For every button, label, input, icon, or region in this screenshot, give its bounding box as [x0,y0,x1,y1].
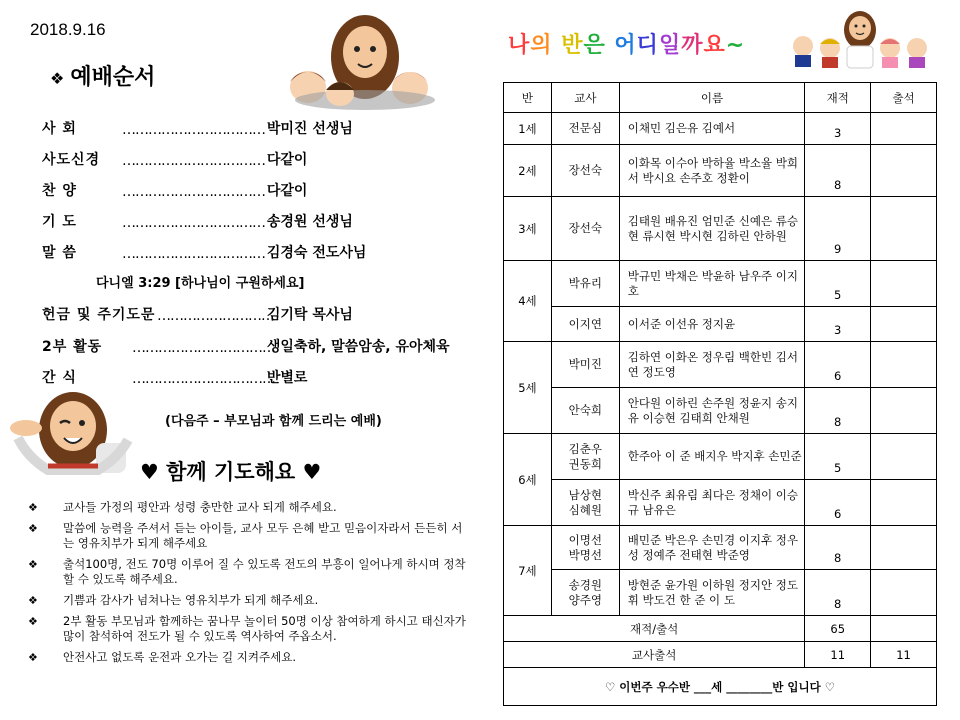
teacher-cell: 장선숙 [551,145,619,197]
prayer-item [28,593,468,608]
order-label: 기 도 [42,214,77,230]
header-names: 이름 [619,83,805,113]
title-letter: ~ [725,33,746,58]
names-cell: 한주아 이 준 배지우 박지후 손민준 [619,434,805,480]
attend-cell [871,261,937,307]
table-row [504,145,937,197]
heart-icon: ♥ [302,460,322,484]
table-row [504,434,937,480]
best-class-text: ♡ 이번주 우수반 ___세 ________반 입니다 ♡ [504,668,937,706]
names-cell: 박신주 최유림 최다은 정채이 이승규 남유은 [619,480,805,526]
order-value: 김기탁 목사님 [266,307,353,323]
order-row [42,180,307,200]
prayer-item [28,650,468,665]
order-value: 김경숙 전도사님 [266,245,367,261]
title-letter: 의 [530,33,553,58]
table-row [504,480,937,526]
order-label: 찬 양 [42,183,77,199]
teacher-attendance-row [504,642,937,668]
order-label: 2부 활동 [42,339,103,355]
header-teacher: 교사 [551,83,619,113]
enrolled-cell: 5 [805,261,871,307]
order-leader-dots: ……………………… [157,308,274,324]
order-row [42,118,353,138]
table-header-row [504,83,937,113]
teacher-cell: 이명선 박명선 [551,526,619,570]
attend-cell [871,307,937,342]
names-cell: 김태원 배유진 엄민준 신예은 류승현 류시현 박시현 김하린 안하원 [619,197,805,261]
order-label: 사도신경 [42,152,101,168]
order-leader-dots: …………………………… [132,371,275,387]
attend-cell [871,526,937,570]
bulletin-date: 2018.9.16 [30,20,106,39]
table-row [504,307,937,342]
attend-cell [871,342,937,388]
attend-cell [871,145,937,197]
teacher-cell: 송경원 양주영 [551,570,619,616]
class-cell: 4세 [504,261,552,342]
total-label: 재적/출석 [504,616,805,642]
enrolled-cell: 8 [805,145,871,197]
teacher-cell: 이지연 [551,307,619,342]
order-row [42,304,353,324]
diamond-bullet-icon: ❖ [28,594,38,607]
order-label: 헌금 및 주기도문 [42,307,156,323]
attend-cell [871,570,937,616]
title-letter: 요 [703,33,726,58]
class-cell: 2세 [504,145,552,197]
header-enrolled: 재적 [805,83,871,113]
header-attend: 출석 [871,83,937,113]
class-cell: 5세 [504,342,552,434]
order-leader-dots: …………………………… [122,122,265,138]
prayer-text: 안전사고 없도록 운전과 오가는 길 지켜주세요. [63,650,297,664]
order-row [42,367,307,387]
enrolled-cell: 8 [805,526,871,570]
heart-icon: ♥ [140,460,159,484]
attendance-table [503,82,937,706]
class-cell: 7세 [504,526,552,616]
prayer-list [28,500,468,671]
enrolled-cell: 6 [805,480,871,526]
diamond-bullet-icon: ❖ [50,69,65,88]
teacher-cell: 남상현 심혜원 [551,480,619,526]
prayer-item [28,557,468,587]
total-row [504,616,937,642]
total-attend [871,616,937,642]
attend-cell [871,480,937,526]
jesus-and-kids-illustration [785,8,935,70]
enrolled-cell: 8 [805,388,871,434]
winking-jesus-illustration [8,388,138,483]
prayer-title [140,456,321,486]
attend-cell [871,197,937,261]
order-label: 말 씀 [42,245,77,261]
header-class: 반 [504,83,552,113]
title-letter [553,33,562,58]
enrolled-cell: 3 [805,113,871,145]
diamond-bullet-icon: ❖ [28,501,38,514]
class-cell: 3세 [504,197,552,261]
prayer-text: 말씀에 능력을 주셔서 듣는 아이들, 교사 모두 은혜 받고 믿음이자라서 든든히 서는 영유치부가 되게 해주세요 [63,521,463,550]
names-cell: 이서준 이선유 정지윤 [619,307,805,342]
order-leader-dots: …………………………… [122,215,265,231]
teacher-cell: 전문심 [551,113,619,145]
enrolled-cell: 3 [805,307,871,342]
table-row [504,388,937,434]
order-leader-dots: …………………………… [132,340,275,356]
order-leader-dots: …………………………… [122,246,265,262]
attend-cell [871,388,937,434]
names-cell: 배민준 박은우 손민경 이지후 정우성 정예주 전태현 박준영 [619,526,805,570]
diamond-bullet-icon: ❖ [28,522,38,535]
teacher-enrolled: 11 [805,642,871,668]
order-value: 다같이 [266,183,308,199]
diamond-bullet-icon: ❖ [28,615,38,628]
order-row [42,336,450,356]
best-class-row [504,668,937,706]
order-value: 생일축하, 말씀암송, 유아체육 [266,339,450,355]
names-cell: 방현준 윤가원 이하원 정지안 정도휘 박도건 한 준 이 도 [619,570,805,616]
title-letter: 일 [658,33,682,58]
title-letter: 어 [614,33,637,58]
class-finder-title [508,28,745,59]
table-row [504,570,937,616]
enrolled-cell: 9 [805,197,871,261]
table-row [504,261,937,307]
table-row [504,113,937,145]
prayer-text: 2부 활동 부모님과 함께하는 꿈나무 놀이터 50명 이상 참여하게 하시고 태신자가 많이 참석하여 전도가 될 수 있도록 역사하여 주옵소서. [63,614,466,643]
title-letter: 반 [561,33,584,58]
title-letter: 나 [508,33,531,58]
diamond-bullet-icon: ❖ [28,651,38,664]
table-row [504,526,937,570]
order-value: 다같이 [266,152,308,168]
prayer-item [28,500,468,515]
names-cell: 김하연 이화온 정우림 백한빈 김서연 정도영 [619,342,805,388]
next-week-notice: (다음주 – 부모님과 함께 드리는 예배) [165,414,382,429]
order-leader-dots: …………………………… [122,184,265,200]
attend-cell [871,113,937,145]
diamond-bullet-icon: ❖ [28,558,38,571]
teacher-cell: 박미진 [551,342,619,388]
title-letter: 은 [583,33,606,58]
names-cell: 이화목 이수아 박하율 박소율 박희서 박시요 손주호 정환이 [619,145,805,197]
teacher-cell: 장선숙 [551,197,619,261]
prayer-text: 교사들 가정의 평안과 성령 충만한 교사 되게 해주세요. [63,500,337,514]
order-value: 박미진 선생님 [266,121,353,137]
teacher-cell: 김춘우 권동희 [551,434,619,480]
names-cell: 안다원 이하린 손주원 정윤지 송지유 이승현 김태희 안채원 [619,388,805,434]
scripture-reference: 다니엘 3:29 [하나님이 구원하세요] [96,276,305,291]
class-cell: 6세 [504,434,552,526]
teacher-attendance-label: 교사출석 [504,642,805,668]
order-row [42,211,353,231]
order-value: 송경원 선생님 [266,214,353,230]
order-leader-dots: …………………………… [122,153,265,169]
class-cell: 1세 [504,113,552,145]
table-row [504,342,937,388]
prayer-item [28,521,468,551]
enrolled-cell: 8 [805,570,871,616]
attend-cell [871,434,937,480]
table-row [504,197,937,261]
names-cell: 박규민 박채은 박윤하 남우주 이지호 [619,261,805,307]
total-enrolled: 65 [805,616,871,642]
order-label: 사 회 [42,121,77,137]
title-letter: 디 [636,33,659,58]
prayer-title-text: 함께 기도해요 [166,460,296,484]
teacher-cell: 박유리 [551,261,619,307]
teacher-cell: 안숙희 [551,388,619,434]
worship-order-title [50,60,155,91]
prayer-item [28,614,468,644]
worship-order-title-text: 예배순서 [70,65,156,90]
prayer-text: 출석100명, 전도 70명 이루어 질 수 있도록 전도의 부흥이 일어나게 하시며 정착할 수 있도록 해주세요. [63,557,466,586]
order-label: 간 식 [42,370,77,386]
prayer-text: 기쁨과 감사가 넘쳐나는 영유치부가 되게 해주세요. [63,593,319,607]
order-value: 반별로 [266,370,308,386]
title-letter: 까 [681,33,704,58]
teacher-attend: 11 [871,642,937,668]
order-row [42,149,307,169]
names-cell: 이채민 김은유 김예서 [619,113,805,145]
enrolled-cell: 6 [805,342,871,388]
jesus-with-children-illustration [260,12,445,112]
enrolled-cell: 5 [805,434,871,480]
order-row [42,242,366,262]
